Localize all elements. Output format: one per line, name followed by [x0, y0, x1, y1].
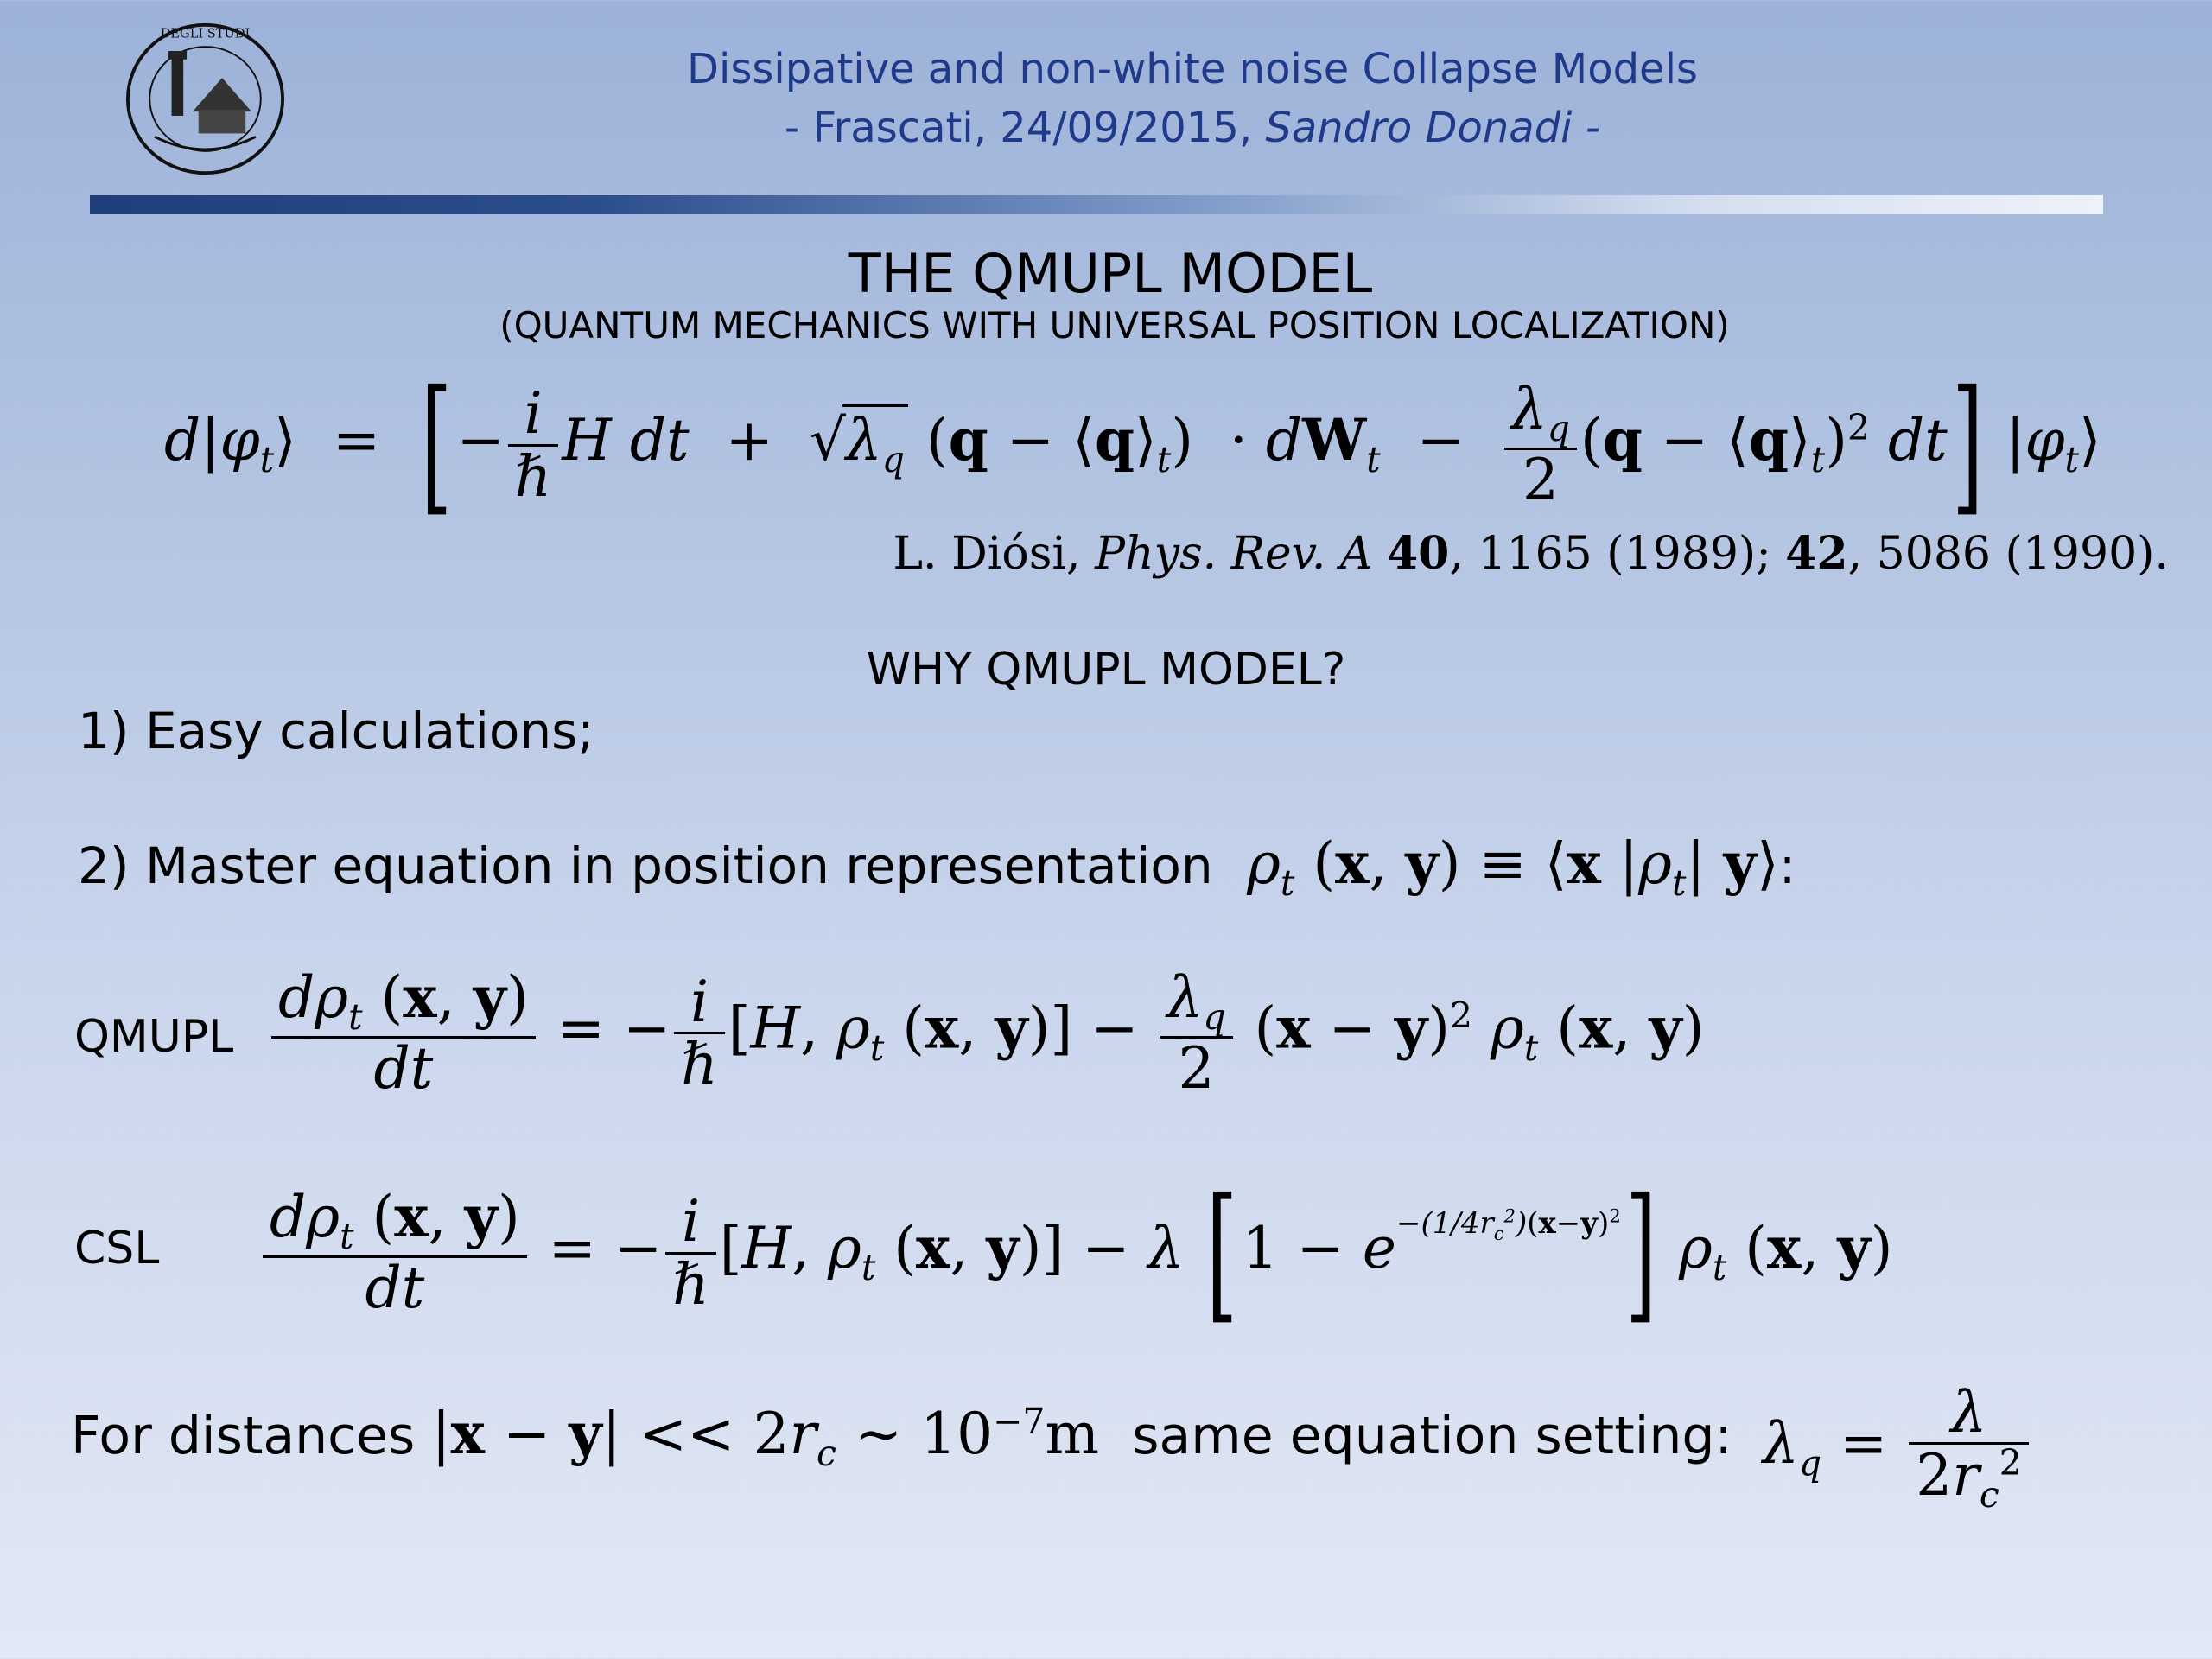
lambda-q-relation: $\lambda_q$ = $\frac{\lambda}{2r_c^2}$ — [1763, 1382, 2032, 1514]
reason-item-2-colon: : — [1778, 836, 1796, 895]
qmupl-master-equation: $\frac{d\rho_t (x, y)}{dt}$ = − $\frac{i}{\text{ℏ}}$ [H, $\rho_t$ (x, y)] − $\frac{\lambda_q}{2}$ $(x - y)^2$ $\rho_t$ (x, y) — [268, 968, 1704, 1098]
csl-master-equation: $\frac{d\rho_t (x, y)}{dt}$ = − $\frac{i}{\text{ℏ}}$ [H, $\rho_t$ (x, y)] − λ $[1 - e^{-(1/4r_c^2)(x-y)^2}]$ $\rho_t$ (x, y) — [259, 1179, 1892, 1326]
distance-suffix: same equation setting: — [1132, 1406, 1732, 1466]
density-matrix-definition: $\rho_t$ (x, y) ≡ ⟨x $|\rho_t|$ y⟩ — [1247, 830, 1779, 905]
header-title: Dissipative and non-white noise Collapse Models — [687, 45, 1698, 93]
citation-pages-2: , 5086 (1990). — [1847, 528, 2169, 580]
header-divider-bar — [90, 195, 2103, 214]
citation-pages-1: , 1165 (1989); — [1449, 528, 1771, 580]
citation-authors: L. Diósi, — [893, 528, 1081, 580]
university-seal-logo — [121, 19, 289, 179]
citation-volume-1: 40 — [1386, 527, 1450, 580]
header-author: Sandro Donadi - — [1265, 104, 1601, 152]
svg-text:DEGLI STUDI: DEGLI STUDI — [160, 26, 251, 41]
qmupl-stochastic-equation: $d|\varphi_t⟩$ = [− $\frac{i}{\text{ℏ}}$ H dt + $√\lambda_q$ $(q - ⟨q⟩_t) \cdot dW_t$ − $\frac{\lambda_q}{2}$ $(q - ⟨q⟩_t)^2$ dt] $|\varphi_t⟩$ — [164, 359, 2101, 531]
citation-volume-2: 42 — [1785, 527, 1848, 580]
citation — [893, 527, 2170, 580]
distance-inequality: $|x - y| << 2r_c$ ∼ $10^{-7}m$ — [431, 1400, 1100, 1475]
header-place-date: - Frascati, 24/09/2015, — [784, 104, 1253, 152]
csl-label: CSL — [74, 1223, 160, 1274]
reason-item-2 — [78, 830, 1796, 904]
slide-subtitle: (QUANTUM MECHANICS WITH UNIVERSAL POSITION LOCALIZATION) — [499, 304, 1730, 346]
qmupl-label: QMUPL — [74, 1011, 234, 1063]
slide-title: THE QMUPL MODEL — [848, 242, 1373, 305]
reason-item-2-text: 2) Master equation in position representation — [78, 836, 1213, 895]
why-heading: WHY QMUPL MODEL? — [866, 644, 1346, 696]
reason-item-1: 1) Easy calculations; — [78, 702, 594, 760]
distance-prefix: For distances — [71, 1406, 416, 1466]
distance-condition — [71, 1400, 1732, 1474]
header-subtitle — [0, 104, 2212, 152]
citation-journal: Phys. Rev. A — [1095, 528, 1373, 580]
